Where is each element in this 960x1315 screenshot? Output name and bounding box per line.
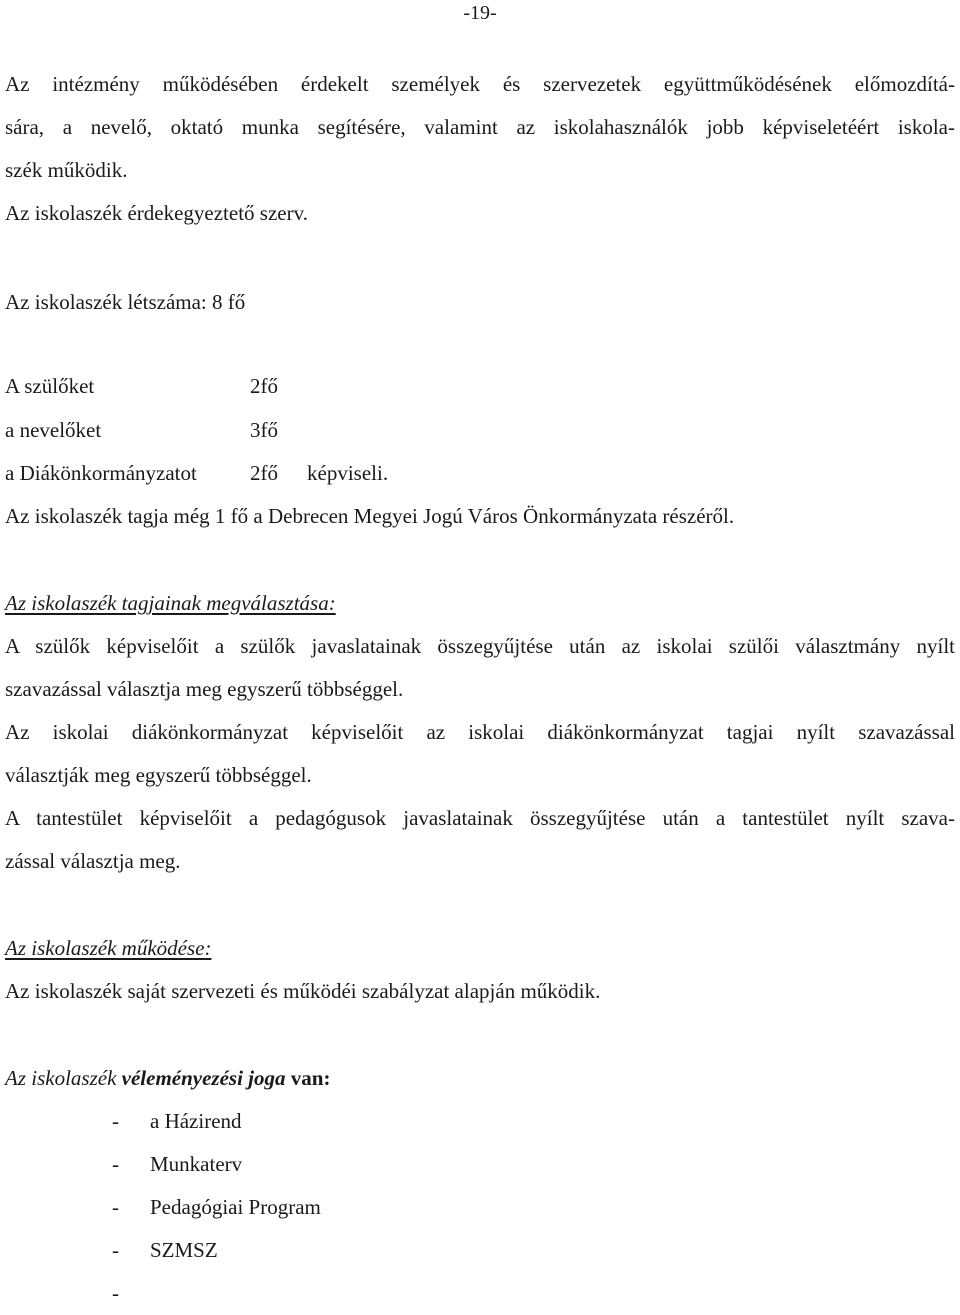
list-dash: - [112,1281,119,1305]
intro-paragraph [5,63,955,235]
operation-text: Az iskolaszék saját szervezeti és működéi szabályzat alapján működik. [5,979,601,1003]
list-dash: - [112,1109,119,1133]
list-item-text: Munkaterv [150,1152,243,1176]
text-line: zással választja meg. [5,849,181,873]
text-line: sára, a nevelő, oktató munka segítésére, valamint az iskolahasználók jobb képviseletéért iskola- [5,115,955,139]
list-item-text: SZMSZ [150,1238,218,1262]
list-dash: - [112,1238,119,1262]
election-paragraphs [5,625,955,883]
composition-who-2: a Diákönkormányzatot [5,461,197,485]
text-line: Az iskolai diákönkormányzat képviselőit az iskolai diákönkormányzat tagjai nyílt szavazással [5,720,955,744]
list-item-text: Pedagógiai Program [150,1195,321,1219]
composition-suffix: képviseli. [307,461,389,485]
text-line: szavazással választja meg egyszerű többséggel. [5,677,404,701]
text-line: Az intézmény működésében érdekelt személyek és szervezetek együttműködésének előmozdítá- [5,72,955,96]
member-note: Az iskolaszék tagja még 1 fő a Debrecen Megyei Jogú Város Önkormányzata részéről. [5,504,735,528]
text-line: Az iskolaszék érdekegyeztető szerv. [5,201,308,225]
opinion-heading-part3: van: [285,1066,331,1090]
composition-count-2: 2fő [250,461,278,485]
election-heading: Az iskolaszék tagjainak megválasztása: [5,591,336,615]
composition-who-0: A szülőket [5,374,95,398]
text-line: A tantestület képviselőit a pedagógusok javaslatainak összegyűjtése után a tantestület nyílt szava- [5,806,955,830]
list-item-text: a Házirend [150,1109,242,1133]
list-dash: - [112,1195,119,1219]
opinion-heading-part1: Az iskolaszék [5,1066,122,1090]
text-line: szék működik. [5,158,128,182]
text-line: A szülők képviselőit a szülők javaslatainak összegyűjtése után az iskolai szülői választmány nyílt [5,634,955,658]
composition-count-0: 2fő [250,374,278,398]
opinion-heading [5,1057,330,1100]
text-line: választják meg egyszerű többséggel. [5,763,312,787]
page-number: -19- [463,2,497,24]
operation-heading: Az iskolaszék működése: [5,936,212,960]
composition-count-1: 3fő [250,418,278,442]
list-dash: - [112,1152,119,1176]
opinion-heading-part2: véleményezési joga [121,1066,286,1090]
composition-who-1: a nevelőket [5,418,102,442]
headcount-line: Az iskolaszék létszáma: 8 fő [5,290,246,314]
